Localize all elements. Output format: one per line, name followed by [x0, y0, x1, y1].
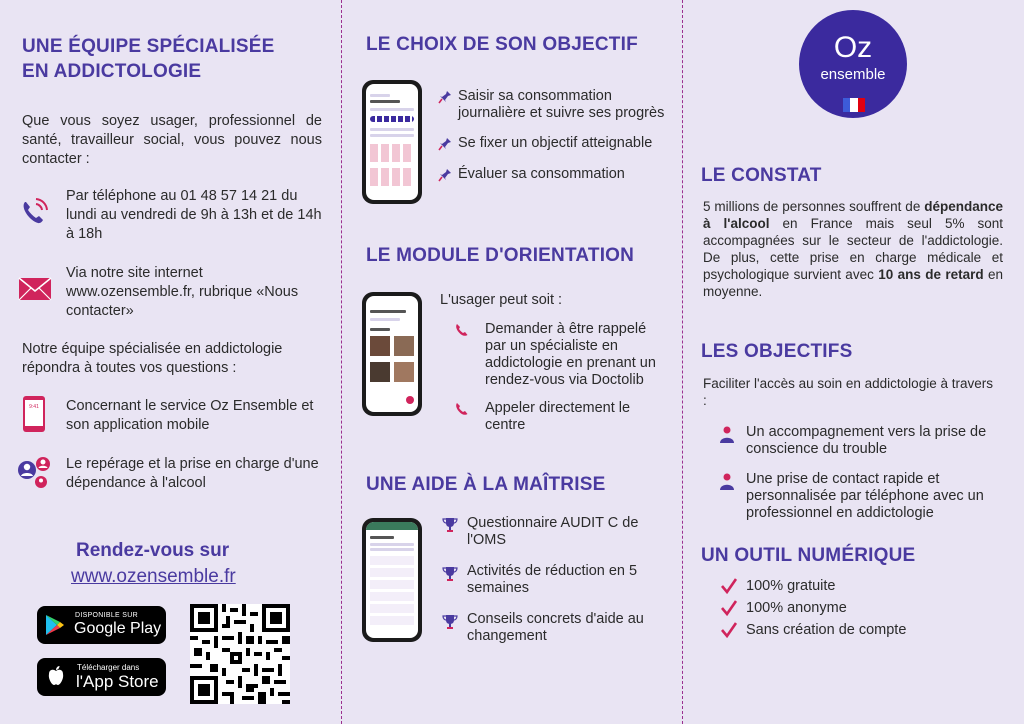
person-icon	[719, 473, 735, 491]
google-play-small: DISPONIBLE SUR	[75, 612, 138, 619]
rdv-title: Rendez-vous sur	[76, 540, 230, 561]
oz-ensemble-logo	[799, 10, 907, 118]
checkmark-icon	[721, 622, 737, 638]
phone-mockup-orientation	[362, 292, 422, 416]
logo-oz-text: Oz	[833, 31, 873, 64]
section-title-outil: UN OUTIL NUMÉRIQUE	[701, 545, 916, 566]
maitrise-item-2: Activités de réduction en 5 semaines	[467, 563, 638, 596]
objectif-item-3: Évaluer sa consommation	[458, 166, 625, 182]
phone-ringing-icon	[18, 196, 50, 228]
google-play-icon	[45, 614, 65, 636]
phone-mockup-objectif	[362, 80, 422, 204]
maitrise-item-1: Questionnaire AUDIT C de l'OMS	[467, 515, 639, 548]
column-presentation	[683, 0, 1024, 724]
dependance-text: Le repérage et la prise en charge d'une dépendance à l'alcool	[66, 456, 319, 491]
trophy-icon	[442, 517, 458, 533]
section-title-equipe: UNE ÉQUIPE SPÉCIALISÉE EN ADDICTOLOGIE	[22, 36, 275, 82]
logo-ensemble-text: ensemble	[820, 66, 886, 83]
phone-contact-text: Par téléphone au 01 48 57 14 21 du lundi au vendredi de 9h à 13h et de 14h à 18h	[66, 188, 322, 242]
objectif-item-1: Saisir sa consommation journalière et suivre ses progrès	[458, 88, 665, 121]
trophy-icon	[442, 566, 458, 582]
column-app	[342, 0, 682, 724]
phone-time-label: 9:41	[29, 404, 39, 410]
phone-icon	[455, 323, 469, 337]
pin-icon	[438, 137, 452, 151]
rdv-link[interactable]: www.ozensemble.fr	[71, 566, 236, 587]
qr-code[interactable]	[190, 604, 290, 704]
checkmark-icon	[721, 578, 737, 594]
intro-text: Que vous soyez usager, professionnel de santé, travailleur social, vous pouvez nous contacter :	[22, 113, 322, 167]
marianne-flag-icon	[843, 98, 865, 112]
trophy-icon	[442, 614, 458, 630]
pin-icon	[438, 90, 452, 104]
checkmark-icon	[721, 600, 737, 616]
person-icon	[719, 426, 735, 444]
objectifs-item-1: Un accompagnement vers la prise de conscience du trouble	[746, 424, 987, 457]
section-title-constat: LE CONSTAT	[701, 165, 822, 186]
service-text: Concernant le service Oz Ensemble et son application mobile	[66, 398, 314, 433]
apple-icon	[47, 665, 65, 687]
section-title-maitrise: UNE AIDE À LA MAÎTRISE	[366, 474, 606, 495]
outil-item-2: 100% anonyme	[746, 600, 847, 616]
phone-mockup-maitrise	[362, 518, 422, 642]
app-store-label: l'App Store	[76, 672, 159, 691]
orientation-intro: L'usager peut soit :	[440, 292, 563, 308]
section-title-orientation: LE MODULE D'ORIENTATION	[366, 245, 635, 266]
people-support-icon	[16, 455, 52, 489]
smartphone-icon	[22, 395, 46, 433]
team-text: Notre équipe spécialisée en addictologie répondra à toutes vos questions :	[22, 341, 283, 376]
app-store-small: Télécharger dans	[77, 663, 140, 672]
google-play-label: Google Play	[74, 620, 162, 637]
orientation-item-1: Demander à être rappelé par un spécialiste en addictologie en prenant un rendez-vous via Doctolib	[485, 321, 656, 388]
objectifs-item-2: Une prise de contact rapide et personnalisée par téléphone avec un professionnel en addictologie	[746, 471, 984, 521]
constat-text: 5 millions de personnes souffrent de dépendance à l'alcool en France mais seul 5% sont accompagnées sur le secteur de l'addictologie. De plus, cette prise en charge médicale et psychologique survient avec 10 ans de retard en moyenne.	[703, 199, 1003, 299]
envelope-icon	[18, 277, 52, 301]
outil-item-3: Sans création de compte	[746, 622, 907, 638]
outil-item-1: 100% gratuite	[746, 578, 836, 594]
maitrise-item-3: Conseils concrets d'aide au changement	[467, 611, 644, 644]
objectif-item-2: Se fixer un objectif atteignable	[458, 135, 653, 151]
orientation-item-2: Appeler directement le centre	[485, 400, 631, 433]
column-equipe	[0, 0, 341, 724]
section-title-objectifs: LES OBJECTIFS	[701, 341, 853, 362]
section-title-objectif: LE CHOIX DE SON OBJECTIF	[366, 34, 638, 55]
web-contact-text: Via notre site internet www.ozensemble.fr, rubrique «Nous contacter»	[66, 265, 299, 319]
phone-icon	[455, 402, 469, 416]
app-store-badge[interactable]	[37, 658, 166, 696]
google-play-badge[interactable]	[37, 606, 166, 644]
pin-icon	[438, 168, 452, 182]
objectifs-intro: Faciliter l'accès au soin en addictologie à travers :	[703, 376, 993, 408]
